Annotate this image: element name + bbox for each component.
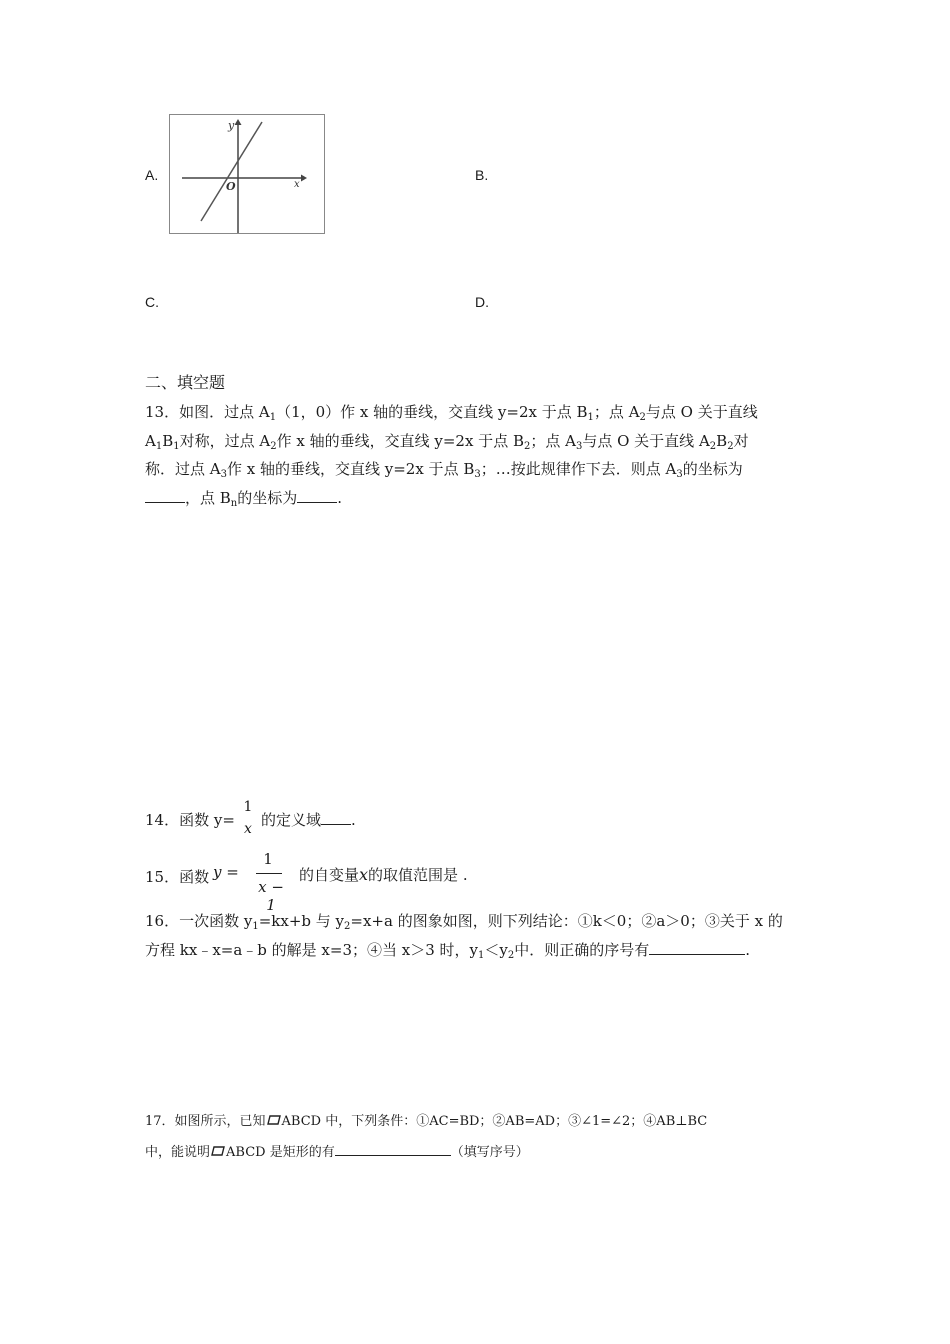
q16-text: =x+a 的图象如图，则下列结论：①k＜0；②a＞0；③关于 x 的 — [350, 912, 783, 930]
q16-line-1 — [145, 911, 783, 931]
answer-blank[interactable] — [321, 810, 351, 825]
q17-text: ABCD 是矩形的有 — [226, 1145, 335, 1160]
subscript: 2 — [270, 441, 277, 452]
subscript: 2 — [639, 412, 646, 423]
q15-denominator: x − 1 — [258, 878, 284, 914]
subscript: 2 — [344, 921, 351, 932]
q17-text: 中，能说明 — [145, 1145, 211, 1160]
q13-text: ；…按此规律作下去．则点 A — [480, 460, 677, 478]
q13-text: 的坐标为 — [682, 460, 743, 478]
q16-text: 方程 kx﹣x=a﹣b 的解是 x=3；④当 x＞3 时，y — [145, 941, 479, 959]
q13-text: （1，0）作 x 轴的垂线，交直线 y=2x 于点 B — [276, 403, 588, 421]
answer-blank[interactable] — [145, 488, 185, 503]
q13-text: ，点 B — [185, 489, 231, 507]
option-a-graph — [169, 114, 325, 234]
answer-blank[interactable] — [335, 1141, 451, 1156]
q15-prefix: 15．函数 — [145, 868, 210, 886]
q13-text: ；点 A — [530, 432, 576, 450]
fraction-bar — [256, 873, 282, 874]
q14-suffix — [261, 810, 356, 830]
section-title: 二、填空题 — [145, 373, 226, 392]
q14-numerator — [241, 799, 255, 815]
subscript: 3 — [220, 469, 227, 480]
option-a-label: A. — [145, 167, 159, 183]
q16-text: 中．则正确的序号有 — [514, 941, 650, 959]
q16-line-2 — [145, 940, 750, 960]
q17-line-2 — [145, 1141, 529, 1163]
q17-text: ABCD 中，下列条件：①AC=BD；②AB=AD；③∠1=∠2；④AB⊥BC — [281, 1114, 708, 1129]
q17-line-1 — [145, 1112, 707, 1132]
parallelogram-icon — [267, 1115, 281, 1125]
origin-label: O — [226, 180, 236, 193]
q13-text: B — [162, 432, 174, 450]
x-axis-label: x — [294, 179, 300, 190]
x-axis-arrow — [301, 175, 307, 182]
q15-text: 的取值范围是 . — [368, 866, 468, 884]
y-axis-label: y — [228, 119, 235, 132]
q16-text: . — [745, 941, 751, 959]
q15-text: 的自变量 — [299, 866, 360, 884]
q13-line-3 — [145, 459, 743, 479]
q15-numerator — [254, 850, 282, 868]
q13-text: 13．如图．过点 A — [145, 403, 270, 421]
q13-text: . — [337, 489, 343, 507]
graph-line — [201, 122, 262, 221]
q16-text: ＜y — [484, 941, 508, 959]
q17-text: 17．如图所示，已知 — [145, 1114, 266, 1129]
subscript: 3 — [474, 469, 481, 480]
line-graph — [170, 115, 324, 233]
q13-text: B — [716, 432, 728, 450]
q13-text: ；点 A — [593, 403, 640, 421]
q15-variable: x — [359, 865, 369, 884]
q14-prefix: 14．函数 y= — [145, 811, 235, 829]
subscript: 1 — [173, 441, 180, 452]
q13-line-2 — [145, 431, 749, 451]
q13-text: 与点 O 关于直线 A — [582, 432, 710, 450]
subscript: 1 — [269, 412, 277, 423]
q14-text: . — [351, 811, 356, 829]
subscript: 1 — [252, 921, 259, 932]
q13-text: 作 x 轴的垂线，交直线 y=2x 于点 B — [226, 460, 475, 478]
subscript: 1 — [587, 412, 594, 423]
subscript: 2 — [727, 441, 734, 452]
q14-num-text: 1 — [243, 799, 253, 815]
q15-num-text: 1 — [263, 850, 273, 868]
subscript: 2 — [709, 441, 717, 452]
q13-text: 作 x 轴的垂线，交直线 y=2x 于点 B — [276, 432, 524, 450]
q13-text: 对称，过点 A — [179, 432, 271, 450]
q13-text: 与点 O 关于直线 — [645, 403, 758, 421]
q14-text: 的定义域 — [261, 811, 322, 829]
q14-denominator: x — [244, 821, 252, 837]
q13-text: 对 — [733, 432, 749, 450]
q17-text: （填写序号） — [450, 1145, 529, 1160]
subscript: 2 — [523, 441, 531, 452]
answer-blank[interactable] — [297, 488, 337, 503]
q13-text: 称．过点 A — [145, 460, 221, 478]
q16-text: 16．一次函数 y — [145, 912, 253, 930]
option-d-label: D. — [475, 294, 489, 310]
answer-blank[interactable] — [649, 940, 745, 955]
y-axis-arrow — [235, 119, 242, 125]
q13-line-4 — [145, 488, 342, 508]
subscript: 3 — [575, 441, 583, 452]
subscript: 1 — [155, 441, 163, 452]
subscript: n — [230, 498, 238, 509]
q15-lhs: y = — [213, 863, 239, 881]
q13-text: 的坐标为 — [237, 489, 298, 507]
q15-suffix — [299, 865, 468, 885]
q16-text: =kx+b 与 y — [258, 912, 345, 930]
subscript: 1 — [478, 950, 485, 961]
q13-line-1 — [145, 402, 758, 422]
parallelogram-icon — [211, 1146, 225, 1156]
option-c-label: C. — [145, 294, 159, 310]
q13-text: A — [145, 432, 156, 450]
subscript: 3 — [676, 469, 683, 480]
subscript: 2 — [507, 950, 515, 961]
option-b-label: B. — [475, 167, 489, 183]
